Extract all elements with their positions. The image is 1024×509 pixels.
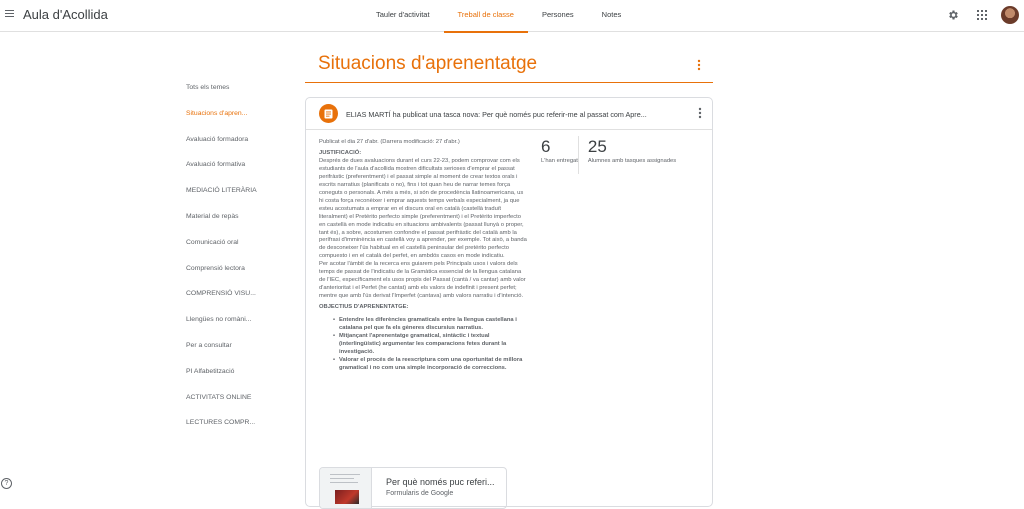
posted-date: Publicat el dia 27 d'abr. (Darrera modificació: 27 d'abr.) [319, 139, 460, 145]
objectives-label: OBJECTIUS D'APRENENTATGE: [319, 304, 409, 311]
sidebar-item-avaluacio-formadora[interactable]: Avaluació formadora [186, 135, 249, 143]
menu-icon[interactable] [5, 10, 14, 18]
help-icon[interactable]: ? [1, 478, 12, 489]
list-item: • Entendre les diferències gramaticals entre la llengua castellana i catalana pel que fa els gèneres discursius narratius. [333, 317, 529, 333]
assigned-stat[interactable] [578, 136, 676, 174]
turned-in-label: L'han entregat [541, 158, 578, 164]
sidebar-item-activitats-online[interactable]: ACTIVITATS ONLINE [186, 393, 252, 401]
list-item: • Valorar el procés de la reescriptura com una oportunitat de millora gramatical i no com una simple incorporació de correccions. [333, 357, 529, 373]
more-vert-icon[interactable] [698, 106, 702, 124]
submission-stats [532, 136, 708, 174]
tab-grades[interactable]: Notes [601, 10, 622, 19]
sidebar-item-lectures[interactable]: LECTURES COMPR... [186, 419, 256, 427]
class-title[interactable]: Aula d'Acollida [23, 7, 108, 22]
list-item: • Mitjançant l'aprenentatge gramatical, sintàctic i textual (interlingüístic) argumentar les comparacions fetes durant la investigació. [333, 333, 529, 357]
attachment-thumbnail [320, 468, 372, 509]
sidebar-item-per-a-consultar[interactable]: Per a consultar [186, 341, 232, 349]
sidebar-item-comprensio-visual[interactable]: COMPRENSIÓ VISU... [186, 290, 256, 298]
tab-classwork[interactable]: Treball de classe [444, 0, 528, 32]
settings-icon[interactable] [943, 5, 963, 25]
attachment-type: Formularis de Google [386, 490, 454, 497]
tab-people[interactable]: Persones [541, 10, 574, 19]
topics-sidebar [186, 78, 296, 439]
sidebar-item-all-topics[interactable]: Tots els temes [186, 84, 230, 91]
top-right-actions [934, 5, 1019, 25]
turned-in-count: 6 [541, 137, 551, 156]
tab-stream[interactable]: Tauler d'activitat [376, 10, 430, 19]
assigned-count: 25 [587, 137, 607, 156]
top-app-bar [0, 0, 1024, 32]
topic-title: Situacions d'aprenentatge [318, 53, 538, 74]
form-attachment[interactable] [319, 467, 507, 509]
topic-header [305, 50, 713, 83]
justification-label: JUSTIFICACIÓ: [319, 150, 362, 156]
sidebar-item-pi-alfabetitzacio[interactable]: PI Alfabetització [186, 367, 235, 375]
assigned-label: Alumnes amb tasques assignades [587, 158, 677, 164]
assignment-description [319, 150, 529, 373]
assignment-card-header[interactable] [306, 98, 712, 130]
assignment-title[interactable]: ELIAS MARTÍ ha publicat una tasca nova: Per què només puc referir-me al passat com Apre... [346, 110, 647, 119]
assignment-icon [319, 104, 338, 123]
class-tabs [362, 0, 635, 32]
sidebar-item-situacions[interactable]: Situacions d'apren... [186, 109, 248, 117]
more-vert-icon[interactable] [697, 58, 701, 76]
assignment-card [305, 97, 713, 507]
sidebar-item-comprensio-lectora[interactable]: Comprensió lectora [186, 264, 245, 272]
turned-in-stat[interactable] [532, 136, 578, 174]
attachment-title: Per què només puc referi... [386, 477, 495, 487]
justification-text-2: Per acotar l'àmbit de la recerca ens guiarem pels Principals usos i valors dels temps de passat de l'indicatiu de la Gramàtica essencial de la llengua catalana de l'IEC, específicament els usos propis del Passat (cantà / va cantar) amb valor d'anterioritat i el Perfet (he cantat) amb els valors de indefinit i present perfet; mentre que amb l'ús derivat l'Imperfet (cantava) amb valors narratiu i d'intenció. [319, 261, 526, 300]
justification-text: Després de dues avaluacions durant el curs 22-23, podem comprovar com els estudiants de l'aula d'acollida mostren dificultats serioses d'emprar el passat perifràstic (preferentment) i el passat simple al moment de crear textos orals i escrits narratius (planificats o no), fins i tot quan heu de narrar temes força coneguts o personals. A més a més, si són de procedència llatinoamericana, us hi costa força reconèixer i emprar aquests temps verbals especialment, ja que esteu acostumats a emprar en el discurs oral en català (castellà traduït literalment) el Pretérito perfecto simple (preferentment) i el Pretérito imperfecto en castellà en mode indicatiu en situacions ambivalents (passat llunyà o proper, tant és), a sobre, acostumen confondre el passat perifràstic del català amb la perífrasi d'imminència en castellà voy a aprender, per exemple. Tot això, a banda de desconeixer l'ús habitual en el castellà peninsular del pretérito perfecto compuesto i en el català del perfet, en ambdós casos en mode indicatiu. [319, 157, 527, 260]
objectives-list [333, 317, 529, 373]
sidebar-item-material-repas[interactable]: Material de repàs [186, 212, 239, 220]
sidebar-item-avaluacio-formativa[interactable]: Avaluació formativa [186, 161, 246, 169]
sidebar-item-llengues[interactable]: Llengües no romàni... [186, 316, 252, 324]
sidebar-item-comunicacio-oral[interactable]: Comunicació oral [186, 238, 239, 246]
sidebar-item-mediacio-literaria[interactable]: MEDIACIÓ LITERÀRIA [186, 187, 257, 195]
avatar[interactable] [1001, 6, 1019, 24]
apps-grid-icon[interactable] [972, 5, 992, 25]
